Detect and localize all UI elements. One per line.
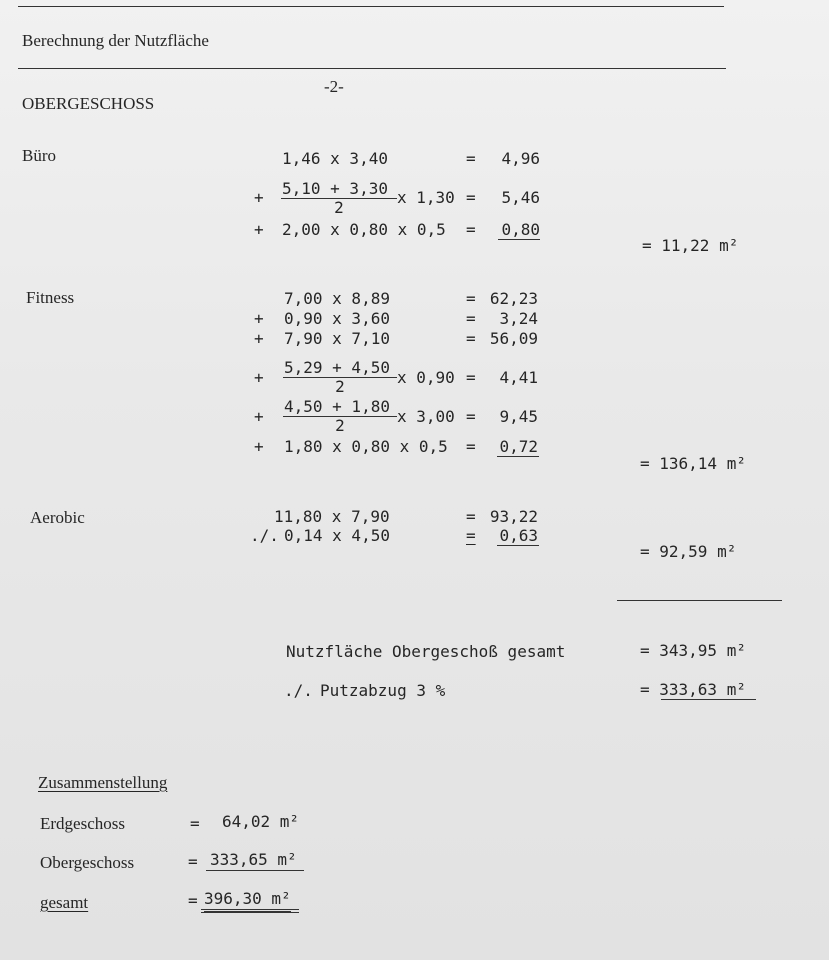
calc-result: 62,23 (489, 289, 538, 308)
page-number: -2- (324, 77, 344, 96)
calc-eq: = (466, 368, 476, 387)
calc-eq: = (466, 188, 476, 207)
calc-result: 0,72 (499, 437, 538, 456)
subtotal-rule (498, 239, 540, 240)
calc-factor: x 1,30 (397, 188, 455, 207)
zusammenstellung-title: Zusammenstellung (38, 773, 168, 792)
calc-expr: 7,00 x 8,89 (284, 289, 390, 308)
summary-label-obergeschoss: Obergeschoss (40, 853, 135, 872)
fraction-denominator: 2 (335, 377, 345, 396)
calc-op: + (254, 220, 264, 239)
top-rule (18, 6, 724, 7)
calc-eq: = (466, 437, 476, 456)
room-name-fitness: Fitness (26, 288, 75, 307)
summary-eq: = (190, 814, 200, 833)
putzabzug-label: Putzabzug 3 % (320, 681, 446, 700)
calc-result: 0,80 (501, 220, 540, 239)
gesamt-double-underline (201, 909, 299, 913)
summary-rule (617, 600, 782, 601)
calc-eq: = (466, 309, 476, 328)
room-total-aerobic: = 92,59 m² (640, 542, 737, 561)
room-name-aerobic: Aerobic (30, 508, 85, 527)
summary-value-obergeschoss: 333,65 m² (210, 850, 297, 869)
room-total-buero: = 11,22 m² (642, 236, 739, 255)
calc-result: 56,09 (489, 329, 538, 348)
calc-expr: 1,80 x 0,80 x 0,5 (284, 437, 448, 456)
subtotal-rule (497, 456, 539, 457)
fraction-numerator: 5,29 + 4,50 (284, 358, 390, 377)
calc-expr: 0,90 x 3,60 (284, 309, 390, 328)
calc-op: + (254, 368, 264, 387)
calc-result: 93,22 (489, 507, 538, 526)
calc-eq: = (466, 526, 476, 545)
calc-op: + (254, 188, 264, 207)
calc-op: + (254, 329, 264, 348)
summary-eq: = (188, 852, 198, 871)
calc-result: 3,24 (499, 309, 538, 328)
calc-eq: = (466, 149, 476, 168)
fraction-denominator: 2 (335, 416, 345, 435)
summary-value-erdgeschoss: 64,02 m² (222, 812, 300, 831)
document-title: Berechnung der Nutzfläche (22, 31, 209, 50)
calc-expr: 0,14 x 4,50 (284, 526, 390, 545)
summary-value-gesamt: 396,30 m² (204, 890, 291, 912)
calc-op: ./. (250, 526, 279, 545)
calc-op: + (254, 437, 264, 456)
calc-result: 9,45 (499, 407, 538, 426)
calc-eq: = (466, 507, 476, 526)
calc-expr: 2,00 x 0,80 x 0,5 (282, 220, 446, 239)
section-heading: OBERGESCHOSS (22, 94, 155, 113)
calc-eq: = (466, 289, 476, 308)
calc-result: 5,46 (501, 188, 540, 207)
summary-label-erdgeschoss: Erdgeschoss (40, 814, 125, 833)
calc-result: 4,41 (499, 368, 538, 387)
fraction-denominator: 2 (334, 198, 344, 217)
summary-label-gesamt: gesamt (40, 893, 89, 912)
calc-op: + (254, 309, 264, 328)
title-rule (18, 68, 726, 69)
calc-eq: = (466, 220, 476, 239)
subtotal-rule (497, 545, 539, 546)
calc-factor: x 0,90 (397, 368, 455, 387)
calc-expr: 11,80 x 7,90 (274, 507, 390, 526)
calc-result: 0,63 (499, 526, 538, 545)
obergeschoss-underline (206, 870, 304, 871)
room-name-buero: Büro (22, 146, 56, 165)
putzabzug-underline (661, 699, 756, 700)
calc-result: 4,96 (501, 149, 540, 168)
fraction-numerator: 4,50 + 1,80 (284, 397, 390, 416)
obergeschoss-total-value: = 343,95 m² (640, 641, 746, 660)
calc-op: + (254, 407, 264, 426)
calc-factor: x 3,00 (397, 407, 455, 426)
obergeschoss-total-label: Nutzfläche Obergeschoß gesamt (286, 642, 566, 661)
putzabzug-op: ./. (284, 681, 313, 700)
summary-eq: = (188, 891, 198, 910)
calc-eq: = (466, 329, 476, 348)
room-total-fitness: = 136,14 m² (640, 454, 746, 473)
putzabzug-value: = 333,63 m² (640, 680, 746, 699)
calc-eq: = (466, 407, 476, 426)
calc-expr: 1,46 x 3,40 (282, 149, 388, 168)
calc-expr: 7,90 x 7,10 (284, 329, 390, 348)
fraction-numerator: 5,10 + 3,30 (282, 179, 388, 198)
